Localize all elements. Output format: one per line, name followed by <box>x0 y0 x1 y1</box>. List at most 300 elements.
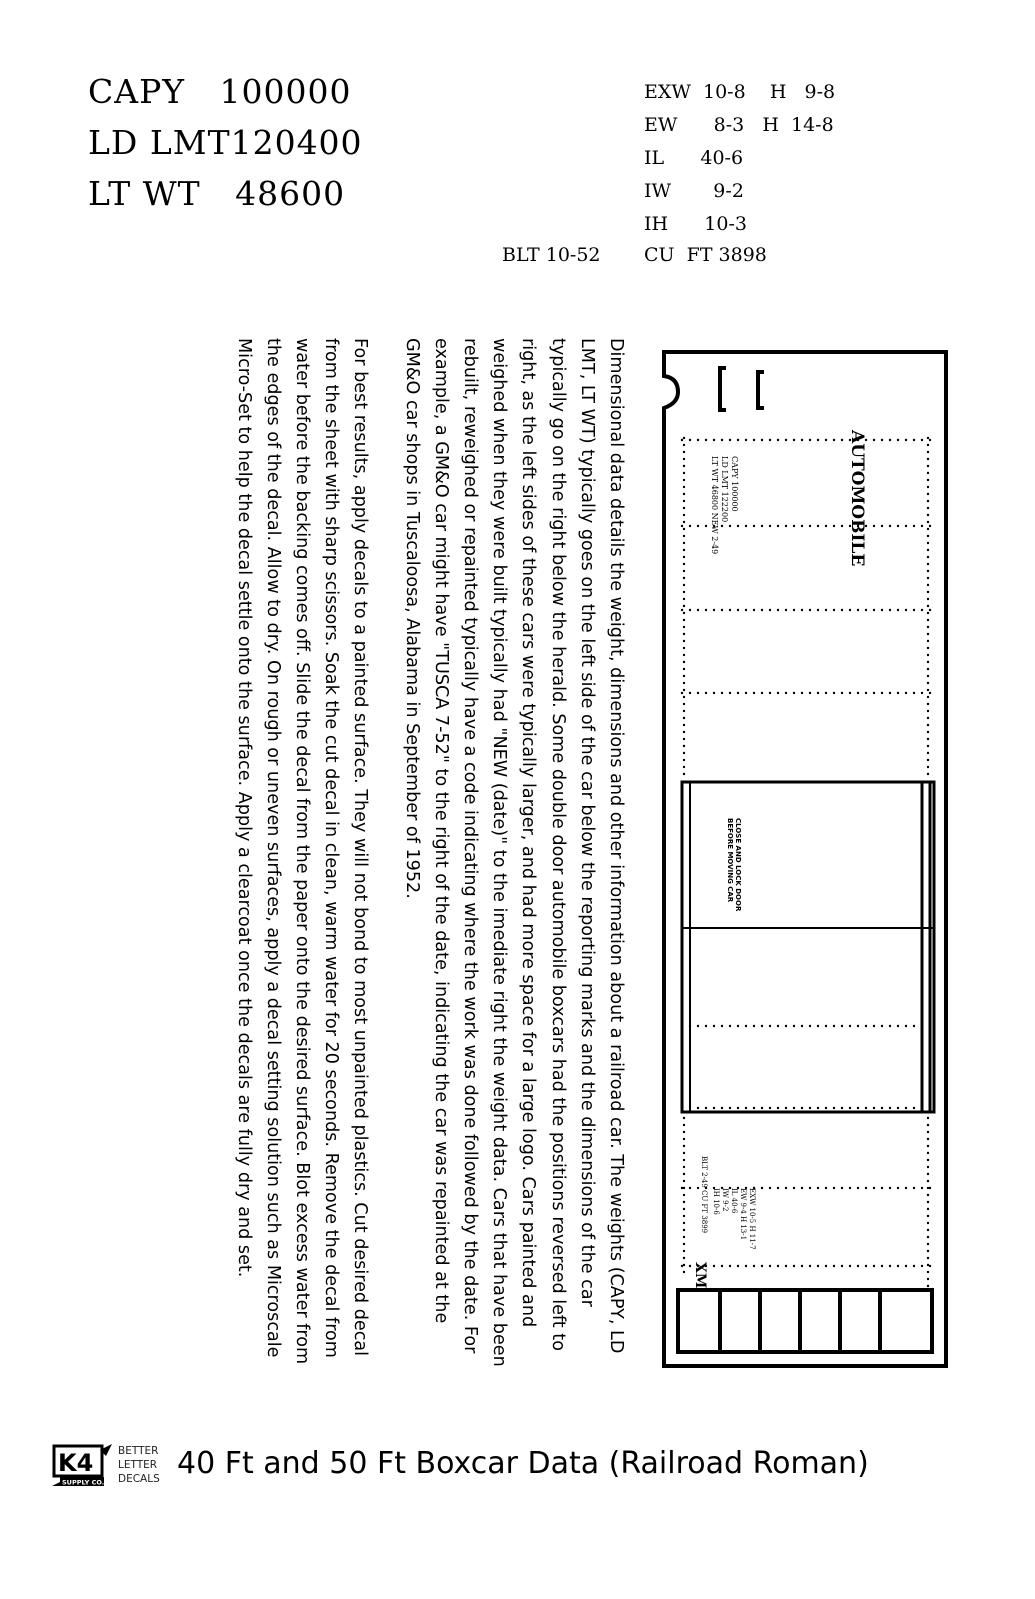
car-dimension-line: IH 10-6 <box>712 1188 720 1215</box>
rivet <box>817 439 819 441</box>
rivet <box>913 1025 915 1027</box>
car-weight-line: LD LMT 122200 <box>720 456 729 523</box>
rivet <box>683 1138 685 1140</box>
rivet <box>793 1025 795 1027</box>
rivet <box>683 710 685 712</box>
rivet <box>927 577 929 579</box>
rivet <box>683 563 685 565</box>
rivet <box>889 1265 891 1267</box>
rivet <box>927 542 929 544</box>
rivet <box>849 1107 851 1109</box>
rivet <box>929 609 931 611</box>
rivet <box>865 692 867 694</box>
rivet <box>777 1025 779 1027</box>
rivet <box>737 439 739 441</box>
rivet <box>927 1124 929 1126</box>
rivet <box>927 1173 929 1175</box>
load-limit-line: LD LMT120400 <box>88 123 363 162</box>
rivet <box>913 692 915 694</box>
rivet <box>683 1215 685 1217</box>
rivet <box>927 507 929 509</box>
rivet <box>697 692 699 694</box>
rivet <box>927 1201 929 1203</box>
rivet <box>785 439 787 441</box>
rivet <box>777 525 779 527</box>
rivet <box>683 500 685 502</box>
rivet <box>865 1265 867 1267</box>
rivet <box>889 609 891 611</box>
rivet <box>927 710 929 712</box>
rivet <box>683 458 685 460</box>
rivet <box>785 1187 787 1189</box>
k4-logo-icon <box>50 1444 114 1488</box>
rivet <box>921 439 923 441</box>
rivet <box>841 609 843 611</box>
rivet <box>927 493 929 495</box>
rivet <box>927 612 929 614</box>
rivet <box>683 605 685 607</box>
rivet <box>927 1257 929 1259</box>
rivet <box>801 1107 803 1109</box>
rivet <box>729 692 731 694</box>
rivet <box>913 525 915 527</box>
rivet <box>681 525 683 527</box>
rivet <box>927 738 929 740</box>
rivet <box>793 609 795 611</box>
rivet <box>793 1187 795 1189</box>
rivet <box>927 1194 929 1196</box>
rivet <box>905 692 907 694</box>
dimension-row: IH 10-3 <box>644 213 747 235</box>
rivet <box>927 486 929 488</box>
rivet <box>683 675 685 677</box>
rivet <box>683 535 685 537</box>
rivet <box>721 1265 723 1267</box>
rivet <box>683 1201 685 1203</box>
rivet <box>713 1265 715 1267</box>
rivet <box>913 439 915 441</box>
car-weight-line: LT WT 46800 NEW 2-49 <box>710 456 719 555</box>
car-side-label: AUTOMOBILE <box>847 430 867 567</box>
rivet-lines <box>681 437 931 1287</box>
instructions-paragraph-data: Dimensional data details the weight, dimensions and other information about a railroad car. The weights (CAPY, LD LMT, LT WT) typically goes on the left side of the car below the reporting marks and the dimensions of the car typically go on the right below the herald. Some double door automobile boxcars had the positions reversed left to right, as the left sides of these cars were typically larger, and had more space for a large logo. Cars painted and weighed when they were built typically had "NEW (date)" to the imediate right the weight data. Cars that have been rebuilt, reweighed or repainted typically have a code indicating where the work was done followed by the date. For example, a GM&O car might have "TUSCA 7-52" to the right of the date, indicating the car was repainted at the GM&O car shops in Tuscaloosa, Alabama in September of 1952. <box>401 338 626 1367</box>
rivet <box>713 609 715 611</box>
rivet <box>761 1025 763 1027</box>
rivet <box>873 525 875 527</box>
rivet <box>825 1107 827 1109</box>
rivet <box>897 609 899 611</box>
rivet <box>689 609 691 611</box>
cubic-feet: CU FT 3898 <box>644 244 767 266</box>
rivet <box>683 486 685 488</box>
rivet <box>913 609 915 611</box>
rivet <box>927 661 929 663</box>
rivet <box>785 1025 787 1027</box>
rivet <box>927 521 929 523</box>
rivet <box>753 525 755 527</box>
dimension-row: IW 9-2 <box>644 180 744 202</box>
rivet <box>927 745 929 747</box>
rivet <box>683 514 685 516</box>
rivet <box>697 1107 699 1109</box>
rivet <box>801 1187 803 1189</box>
rivet <box>927 1271 929 1273</box>
rivet <box>809 1107 811 1109</box>
rivet <box>825 692 827 694</box>
rivet <box>785 525 787 527</box>
rivet <box>897 525 899 527</box>
rivet <box>683 451 685 453</box>
rivet <box>683 472 685 474</box>
rivet <box>697 439 699 441</box>
rivet <box>745 692 747 694</box>
instructions-paragraph-application: For best results, apply decals to a painted surface. They will not bond to most unpainted plastics. Cut desired decal from the sheet with sharp scissors. Soak the cut decal in clean, warm water for 20 seconds. Remove the decal from water before the backing comes off. Slide the decal from the paper onto the desired surface. Blot excess water from the edges of the decal. Allow to dry. On rough or uneven surfaces, apply a decal setting solution such as Microscale Micro-Set to help the decal settle onto the surface. Apply a clearcoat once the decals are fully dry and set. <box>233 338 371 1365</box>
rivet <box>683 647 685 649</box>
rivet <box>905 1187 907 1189</box>
dimension-row: IL 40-6 <box>644 147 744 169</box>
rivet <box>927 451 929 453</box>
rivet <box>927 556 929 558</box>
rivet <box>761 1107 763 1109</box>
rivet <box>927 1145 929 1147</box>
built-date: BLT 10-52 <box>502 244 601 266</box>
rivet <box>683 1194 685 1196</box>
rivet <box>905 439 907 441</box>
rivet <box>927 654 929 656</box>
brand-tagline-line: LETTER <box>118 1459 158 1471</box>
rivet <box>905 1025 907 1027</box>
car-door <box>682 782 934 1112</box>
rivet <box>683 465 685 467</box>
rivet <box>927 696 929 698</box>
rivet <box>683 556 685 558</box>
rivet <box>683 717 685 719</box>
rivet <box>927 759 929 761</box>
rivet <box>777 439 779 441</box>
rivet <box>809 1187 811 1189</box>
rivet <box>927 1180 929 1182</box>
car-dimension-line: EXW 10-5 H 11-7 <box>748 1188 756 1250</box>
rivet <box>705 1107 707 1109</box>
rivet <box>905 609 907 611</box>
rivet <box>683 612 685 614</box>
rivet <box>927 703 929 705</box>
rivet <box>833 1107 835 1109</box>
rivet <box>785 1265 787 1267</box>
rivet <box>801 1025 803 1027</box>
rivet <box>927 1285 929 1287</box>
rivet <box>809 1025 811 1027</box>
rivet <box>683 591 685 593</box>
rivet <box>801 609 803 611</box>
rivet <box>849 1025 851 1027</box>
rivet <box>683 773 685 775</box>
rivet <box>683 738 685 740</box>
rivet <box>927 1236 929 1238</box>
rivet <box>769 439 771 441</box>
rivet <box>905 525 907 527</box>
rivet <box>921 692 923 694</box>
rivet <box>745 439 747 441</box>
rivet <box>697 1187 699 1189</box>
rivet <box>793 1265 795 1267</box>
rivet <box>809 1265 811 1267</box>
rivet <box>737 609 739 611</box>
rivet <box>881 692 883 694</box>
rivet <box>683 1117 685 1119</box>
rivet <box>683 1145 685 1147</box>
rivet <box>809 439 811 441</box>
rivet <box>927 619 929 621</box>
rivet <box>785 609 787 611</box>
rivet <box>927 626 929 628</box>
rivet <box>683 521 685 523</box>
rivet <box>729 1265 731 1267</box>
rivet <box>683 1271 685 1273</box>
rivet <box>761 609 763 611</box>
car-dimension-line: EW 9-4 H 13-1 <box>739 1188 747 1241</box>
rivet <box>745 525 747 527</box>
rivet <box>769 692 771 694</box>
instructions-area <box>94 338 630 1378</box>
rivet <box>873 1187 875 1189</box>
rivet <box>841 1025 843 1027</box>
dimension-row: EXW 10-8 H 9-8 <box>644 81 836 103</box>
car-dimension-line: IL 40-6 <box>730 1188 738 1214</box>
rivet <box>927 766 929 768</box>
rivet <box>873 1107 875 1109</box>
rivet <box>927 549 929 551</box>
rivet <box>881 1187 883 1189</box>
rivet <box>769 1265 771 1267</box>
car-dimension-line: BLT 2-49 CU FT 3899 <box>700 1156 708 1234</box>
rivet <box>927 563 929 565</box>
grab-iron <box>758 372 764 408</box>
rivet <box>705 439 707 441</box>
rivet <box>683 668 685 670</box>
rivet <box>825 1265 827 1267</box>
rivet <box>801 439 803 441</box>
rivet <box>683 626 685 628</box>
rivet <box>849 1265 851 1267</box>
rivet <box>927 514 929 516</box>
rivet <box>929 1265 931 1267</box>
rivet <box>825 525 827 527</box>
rivet <box>929 1187 931 1189</box>
rivet <box>761 1187 763 1189</box>
rivet <box>927 500 929 502</box>
rivet <box>833 1265 835 1267</box>
rivet <box>833 439 835 441</box>
rivet <box>753 1025 755 1027</box>
rivet <box>705 1025 707 1027</box>
rivet <box>841 1187 843 1189</box>
rivet <box>921 1187 923 1189</box>
rivet <box>721 439 723 441</box>
rivet <box>683 1159 685 1161</box>
rivet <box>809 692 811 694</box>
rivet <box>721 609 723 611</box>
rivet <box>683 759 685 761</box>
rivet <box>889 1025 891 1027</box>
rivet <box>927 647 929 649</box>
rivet <box>841 692 843 694</box>
rivet <box>683 745 685 747</box>
rivet <box>729 525 731 527</box>
rivet <box>927 717 929 719</box>
rivet <box>681 439 683 441</box>
rivet <box>873 609 875 611</box>
rivet <box>729 609 731 611</box>
rivet <box>793 1107 795 1109</box>
rivet <box>683 654 685 656</box>
rivet <box>777 1187 779 1189</box>
grab-iron <box>720 368 726 410</box>
rivet <box>721 525 723 527</box>
end-ladder <box>678 1290 932 1352</box>
rivet <box>825 609 827 611</box>
rivet <box>681 1187 683 1189</box>
rivet <box>809 609 811 611</box>
rivet <box>683 1173 685 1175</box>
rivet <box>681 1265 683 1267</box>
rivet <box>777 609 779 611</box>
dimension-row: EW 8-3 H 14-8 <box>644 114 834 136</box>
rivet <box>849 609 851 611</box>
car-dimension-line: IW 9-2 <box>721 1188 729 1212</box>
rivet <box>881 525 883 527</box>
rivet <box>841 439 843 441</box>
rivet <box>841 1265 843 1267</box>
rivet <box>745 1265 747 1267</box>
rivet <box>927 1250 929 1252</box>
rivet <box>889 525 891 527</box>
rivet <box>721 1107 723 1109</box>
rivet <box>713 692 715 694</box>
brand-tagline <box>118 1444 160 1486</box>
rivet <box>745 1107 747 1109</box>
rivet <box>683 619 685 621</box>
rivet <box>801 692 803 694</box>
rivet <box>865 1025 867 1027</box>
rivet <box>683 1250 685 1252</box>
rivet <box>683 1152 685 1154</box>
rivet <box>865 609 867 611</box>
rivet <box>841 525 843 527</box>
rivet <box>683 752 685 754</box>
rivet <box>857 692 859 694</box>
rivet <box>809 525 811 527</box>
rivet <box>857 1265 859 1267</box>
rivet <box>927 668 929 670</box>
rivet <box>865 1187 867 1189</box>
rivet <box>929 439 931 441</box>
rivet <box>927 1159 929 1161</box>
boxcar-side-diagram <box>660 348 952 1370</box>
rivet <box>683 1131 685 1133</box>
rivet <box>753 1265 755 1267</box>
rivet <box>849 692 851 694</box>
rivet <box>913 1107 915 1109</box>
rivet <box>721 1025 723 1027</box>
rivet <box>683 689 685 691</box>
rivet <box>825 1187 827 1189</box>
rivet <box>929 692 931 694</box>
rivet <box>817 1265 819 1267</box>
rivet <box>683 682 685 684</box>
rivet <box>897 1107 899 1109</box>
rivet <box>921 609 923 611</box>
rivet <box>825 1025 827 1027</box>
rivet <box>689 525 691 527</box>
rivet <box>705 525 707 527</box>
rivet <box>889 1107 891 1109</box>
car-class-mark: XM <box>692 1262 708 1289</box>
rivet <box>921 525 923 527</box>
rivet <box>683 703 685 705</box>
rivet <box>873 1265 875 1267</box>
rivet <box>683 577 685 579</box>
rivet <box>927 598 929 600</box>
rivet <box>683 724 685 726</box>
rivet <box>927 591 929 593</box>
rivet <box>927 1208 929 1210</box>
rivet <box>683 444 685 446</box>
rivet <box>737 525 739 527</box>
rivet <box>927 633 929 635</box>
rivet <box>921 1265 923 1267</box>
rivet <box>697 609 699 611</box>
rivet <box>927 479 929 481</box>
rivet <box>689 692 691 694</box>
rivet <box>683 1166 685 1168</box>
rivet <box>761 525 763 527</box>
rivet <box>927 584 929 586</box>
rivet <box>737 1107 739 1109</box>
rivet <box>683 542 685 544</box>
rivet <box>927 1166 929 1168</box>
rivet <box>927 458 929 460</box>
rivet <box>697 525 699 527</box>
rivet <box>927 444 929 446</box>
rivet <box>817 1187 819 1189</box>
rivet <box>817 1107 819 1109</box>
rivet <box>689 1187 691 1189</box>
rivet <box>927 528 929 530</box>
rivet <box>929 525 931 527</box>
weight-data-block <box>88 66 363 219</box>
rivet <box>683 1180 685 1182</box>
rivet <box>927 472 929 474</box>
rivet <box>745 609 747 611</box>
rivet <box>927 465 929 467</box>
rivet <box>769 1187 771 1189</box>
rivet <box>681 609 683 611</box>
rivet <box>833 692 835 694</box>
rivet <box>927 752 929 754</box>
rivet <box>889 692 891 694</box>
svg-text:SUPPLY CO.: SUPPLY CO. <box>62 1478 105 1487</box>
rivet <box>927 640 929 642</box>
rivet <box>761 692 763 694</box>
rivet <box>927 535 929 537</box>
rivet <box>713 1025 715 1027</box>
rivet <box>683 493 685 495</box>
rivet <box>857 1107 859 1109</box>
rivet <box>897 1265 899 1267</box>
rivet <box>801 1265 803 1267</box>
rivet <box>777 1107 779 1109</box>
